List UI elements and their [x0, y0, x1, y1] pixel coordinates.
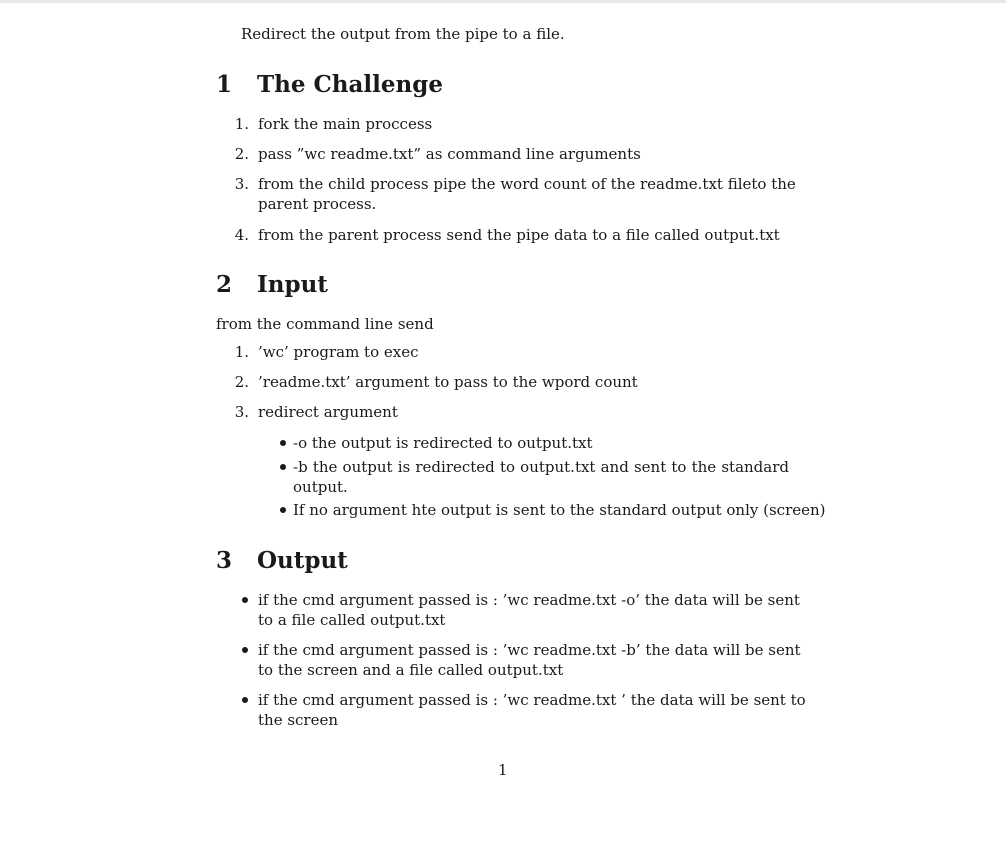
bullet-icon [280, 507, 286, 513]
sub-list-item: -o the output is redirected to output.txt [293, 434, 593, 452]
enum-label: 3. [234, 175, 249, 193]
list-item: ’readme.txt’ argument to pass to the wpord count [258, 373, 638, 391]
section-number: 2 [216, 271, 233, 298]
list-item-line: the screen [258, 711, 339, 729]
sub-list-item: If no argument hte output is sent to the standard output only (screen) [293, 501, 826, 519]
enum-label: 2. [234, 373, 249, 391]
enum-label: 2. [234, 145, 249, 163]
list-item-line: parent process. [258, 195, 377, 213]
list-item-line: if the cmd argument passed is : ’wc readme.txt -b’ the data will be sent [258, 641, 801, 659]
intro-paragraph: Redirect the output from the pipe to a file. [241, 25, 565, 43]
list-item [258, 590, 800, 630]
section-title-output: Output [257, 547, 348, 574]
list-item [258, 690, 806, 730]
list-item-line: if the cmd argument passed is : ’wc readme.txt ’ the data will be sent to [258, 691, 806, 709]
section-title-challenge: The Challenge [257, 71, 443, 98]
sub-list-item-line: -b the output is redirected to output.txt and sent to the standard [293, 458, 789, 476]
section-title-input: Input [257, 271, 328, 298]
section-number: 3 [216, 547, 233, 574]
list-item-line: from the child process pipe the word count of the readme.txt fileto the [258, 175, 796, 193]
list-item [258, 640, 801, 680]
list-item: from the parent process send the pipe data to a file called output.txt [258, 226, 780, 244]
list-item [258, 174, 796, 214]
bullet-icon [242, 697, 248, 703]
list-item: ’wc’ program to exec [258, 343, 419, 361]
enum-label: 4. [234, 226, 249, 244]
enum-label: 1. [234, 115, 249, 133]
bullet-icon [280, 440, 286, 446]
enum-label: 3. [234, 403, 249, 421]
section-number: 1 [216, 71, 233, 98]
sub-list-item-line: output. [293, 478, 348, 496]
bullet-icon [242, 647, 248, 653]
list-item: fork the main proccess [258, 115, 433, 133]
list-item-line: to a file called output.txt [258, 611, 446, 629]
list-item: redirect argument [258, 403, 398, 421]
bullet-icon [242, 597, 248, 603]
list-item: pass ”wc readme.txt” as command line arguments [258, 145, 641, 163]
list-item-line: if the cmd argument passed is : ’wc readme.txt -o’ the data will be sent [258, 591, 800, 609]
enum-label: 1. [234, 343, 249, 361]
sub-list-item [293, 457, 789, 497]
bullet-icon [280, 464, 286, 470]
list-item-line: to the screen and a file called output.txt [258, 661, 564, 679]
section-lead: from the command line send [216, 315, 434, 333]
page-number: 1 [498, 761, 508, 779]
